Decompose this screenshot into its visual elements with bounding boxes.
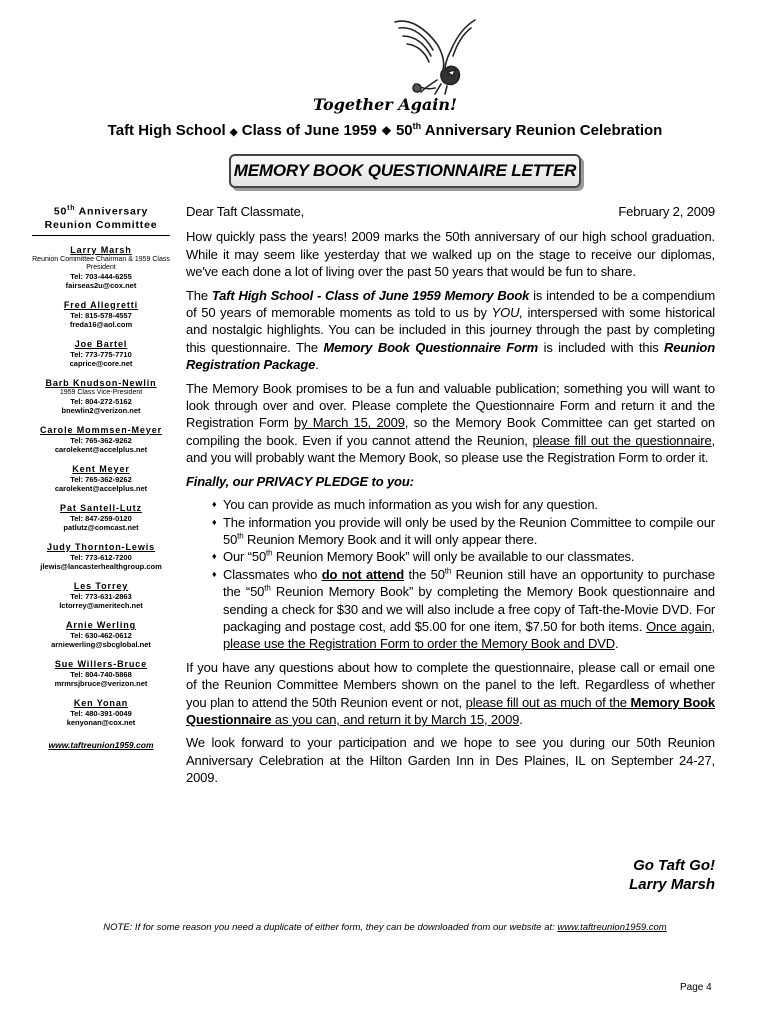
committee-member [26, 377, 176, 416]
member-phone: Tel: 480-391-0049 [70, 708, 132, 718]
page-number: Page 4 [680, 982, 712, 993]
member-email[interactable]: kenyonan@cox.net [66, 718, 136, 727]
member-email[interactable]: caprice@core.net [69, 359, 133, 368]
committee-member-list [26, 244, 176, 728]
member-name: Ken Yonan [73, 697, 129, 708]
committee-title-rest: Anniversary [78, 205, 149, 218]
member-phone: Tel: 773-612-7200 [70, 552, 132, 562]
committee-member [26, 697, 176, 728]
member-phone: Tel: 773-775-7710 [70, 349, 132, 359]
committee-member [26, 463, 176, 494]
committee-member [26, 299, 176, 330]
paragraph-closing: We look forward to your participation and we hope to see you during our 50th Reunion Anniversary Celebration at the Hilton Garden Inn in Des Plaines, IL on September 24-27, 2009. [186, 735, 715, 786]
diamond-bullet-icon: ♦ [212, 551, 217, 562]
member-name: Fred Allegretti [63, 299, 139, 310]
questionnaire-form-title: Memory Book Questionnaire Form [323, 339, 539, 355]
signoff-slogan: Go Taft Go! [633, 857, 715, 874]
website-link[interactable]: www.taftreunion1959.com [48, 739, 154, 750]
committee-member [26, 580, 176, 611]
salutation-row [186, 203, 715, 220]
salutation: Dear Taft Classmate, [186, 204, 305, 219]
letter-body [186, 203, 715, 793]
signoff-signature: Larry Marsh [629, 876, 715, 893]
member-phone: Tel: 815-578-4557 [70, 310, 132, 320]
diamond-bullet-icon: ♦ [212, 499, 217, 510]
member-email[interactable]: jlewis@lancasterhealthgroup.com [40, 562, 162, 571]
member-email[interactable]: patlutz@comcast.net [63, 523, 139, 532]
paragraph-publication: The Memory Book promises to be a fun and valuable publication; something you will want to look through over and over. Please complete the Questionnaire Form and return it and the Registration Form by March 15, 2009, so the Memory Book Committee can get started on compiling the book. Even if you cannot attend the Reunion, please fill out the questionnaire, and you will probably want the Memory Book, so please use the Registration Form to order it. [186, 380, 715, 466]
committee-sidebar [26, 202, 176, 750]
diamond-bullet-icon: ♦ [212, 568, 217, 579]
paragraph-memory-book: The Taft High School - Class of June 1959 Memory Book is intended to be a compendium of 50 years of memorable moments as told to us by YOU, interspersed with some historical and nostalgic highlights. You can be included in this journey through the past by completing this questionnaire. The Memory Book Questionnaire Form is included with this Reunion Registration Package. [186, 287, 716, 373]
school-title [0, 121, 770, 139]
list-item: ♦ Our “50th Reunion Memory Book” will only be available to our classmates. [212, 548, 635, 565]
committee-member [26, 502, 176, 533]
school-title-pre: Taft High School [107, 122, 226, 139]
memory-book-banner: MEMORY BOOK QUESTIONNAIRE LETTER [229, 154, 581, 188]
diamond-bullet-icon: ◆ [229, 127, 238, 138]
committee-member [26, 619, 176, 650]
together-again-tagline: Together Again! [312, 95, 457, 114]
member-name: Judy Thornton-Lewis [46, 541, 156, 552]
member-email[interactable]: mrmrsjbruce@verizon.net [54, 679, 148, 688]
member-role: Reunion Committee Chairman & 1959 Class President [32, 255, 170, 271]
fill-out-instruction: please fill out as much of the Memory Book Questionnaire as you can, and return it by March 15, 2009 [186, 694, 715, 727]
member-name: Barb Knudson-Newlin [45, 377, 157, 388]
member-email[interactable]: carolekent@accelplus.net [54, 445, 148, 454]
registration-package-title: Reunion Registration Package [186, 339, 715, 373]
member-phone: Tel: 703-444-6255 [70, 271, 132, 281]
member-email[interactable]: lctorrey@ameritech.net [59, 601, 143, 610]
member-email[interactable]: carolekent@accelplus.net [54, 484, 148, 493]
member-phone: Tel: 804-740-5868 [70, 669, 132, 679]
committee-title-sup: th [67, 205, 76, 212]
member-phone: Tel: 765-362-9262 [70, 435, 132, 445]
member-name: Kent Meyer [72, 463, 130, 474]
four-diamond-icon: ❖ [381, 124, 392, 138]
member-name: Arnie Werling [65, 619, 137, 630]
member-name: Pat Santell-Lutz [60, 502, 142, 513]
member-name: Larry Marsh [70, 244, 132, 255]
deadline-text: by March 15, 2009 [294, 415, 405, 431]
committee-divider [32, 235, 170, 236]
member-email[interactable]: freda16@aol.com [69, 320, 133, 329]
do-not-attend-text: do not attend [321, 566, 405, 582]
list-item: ♦ You can provide as much information as you wish for any question. [212, 497, 598, 513]
letter-date: February 2, 2009 [618, 204, 715, 219]
eagle-logo-icon [385, 14, 490, 96]
committee-member [26, 658, 176, 689]
school-title-sup: th [412, 121, 422, 131]
committee-title [26, 202, 176, 232]
committee-member [26, 338, 176, 369]
member-phone: Tel: 765-362-9262 [70, 474, 132, 484]
diamond-bullet-icon: ♦ [212, 516, 217, 527]
member-phone: Tel: 630-462-0612 [70, 630, 132, 640]
footer-note [0, 922, 770, 933]
committee-member [26, 244, 176, 291]
privacy-pledge-title: Finally, our PRIVACY PLEDGE to you: [186, 473, 414, 489]
committee-member [26, 541, 176, 572]
school-title-mid: Class of June 1959 [241, 122, 377, 139]
member-phone: Tel: 847-259-0120 [70, 513, 132, 523]
paragraph-intro: How quickly pass the years! 2009 marks the 50th anniversary of our high school graduation. While it may seem like yesterday that we walked up on the stage to receive our diplomas, we've each done a lot of living over the past 50 years that would be fun to share. [186, 229, 715, 280]
privacy-pledge-list [186, 496, 715, 653]
order-instruction-text: Once again, please use the Registration Form to order the Memory Book and DVD [223, 618, 715, 652]
committee-title-num: 50 [53, 205, 68, 218]
paragraph-questions: If you have any questions about how to complete the questionnaire, please call or email one of the Reunion Committee Members shown on the panel to the left. Regardless of whether you plan to attend the 50th Reunion event or not, please fill out as much of the Memory Book Questionnaire as you can, and return it by March 15, 2009. [186, 659, 715, 727]
member-name: Les Torrey [73, 580, 129, 591]
fill-questionnaire-text: please fill out the questionnaire [532, 432, 712, 448]
member-phone: Tel: 773-631-2863 [70, 591, 132, 601]
member-name: Sue Willers-Bruce [54, 658, 148, 669]
list-item: ♦ The information you provide will only be used by the Reunion Committee to compile our 50th Reunion Memory Book and it will only appear there. [212, 514, 715, 547]
signoff [500, 856, 715, 894]
questionnaire-bold: Memory Book Questionnaire [186, 694, 715, 727]
school-title-num: 50 [395, 122, 413, 139]
member-email[interactable]: fairseas2u@cox.net [65, 281, 137, 290]
list-item: ♦ Classmates who do not attend the 50th Reunion still have an opportunity to purchase the “50th Reunion Memory Book” by completing the Memory Book questionnaire and sending a check for $30 and we will also include a free copy of Taft-the-Movie DVD. For packaging and postage cost, add $5.00 for one item, $7.50 for both items. Once again, please use the Registration Form to order the Memory Book and DVD. [212, 566, 715, 652]
committee-member [26, 424, 176, 455]
member-role: 1959 Class Vice-President [59, 388, 143, 396]
member-email[interactable]: arniewerling@sbcglobal.net [51, 640, 151, 649]
footer-note-text: NOTE: If for some reason you need a duplicate of either form, they can be downloaded from our website at: [103, 922, 558, 933]
footer-website-link[interactable]: www.taftreunion1959.com [557, 922, 667, 933]
member-name: Joe Bartel [74, 338, 128, 349]
member-email[interactable]: bnewlin2@verizon.net [61, 406, 141, 415]
school-title-post: Anniversary Reunion Celebration [424, 122, 663, 139]
memory-book-title: Taft High School - Class of June 1959 Memory Book [211, 287, 530, 303]
committee-title-line2: Reunion Committee [44, 218, 158, 231]
member-phone: Tel: 804-272-5162 [70, 396, 132, 406]
member-name: Carole Mommsen-Meyer [39, 424, 163, 435]
you-emphasis: YOU, [491, 305, 523, 321]
